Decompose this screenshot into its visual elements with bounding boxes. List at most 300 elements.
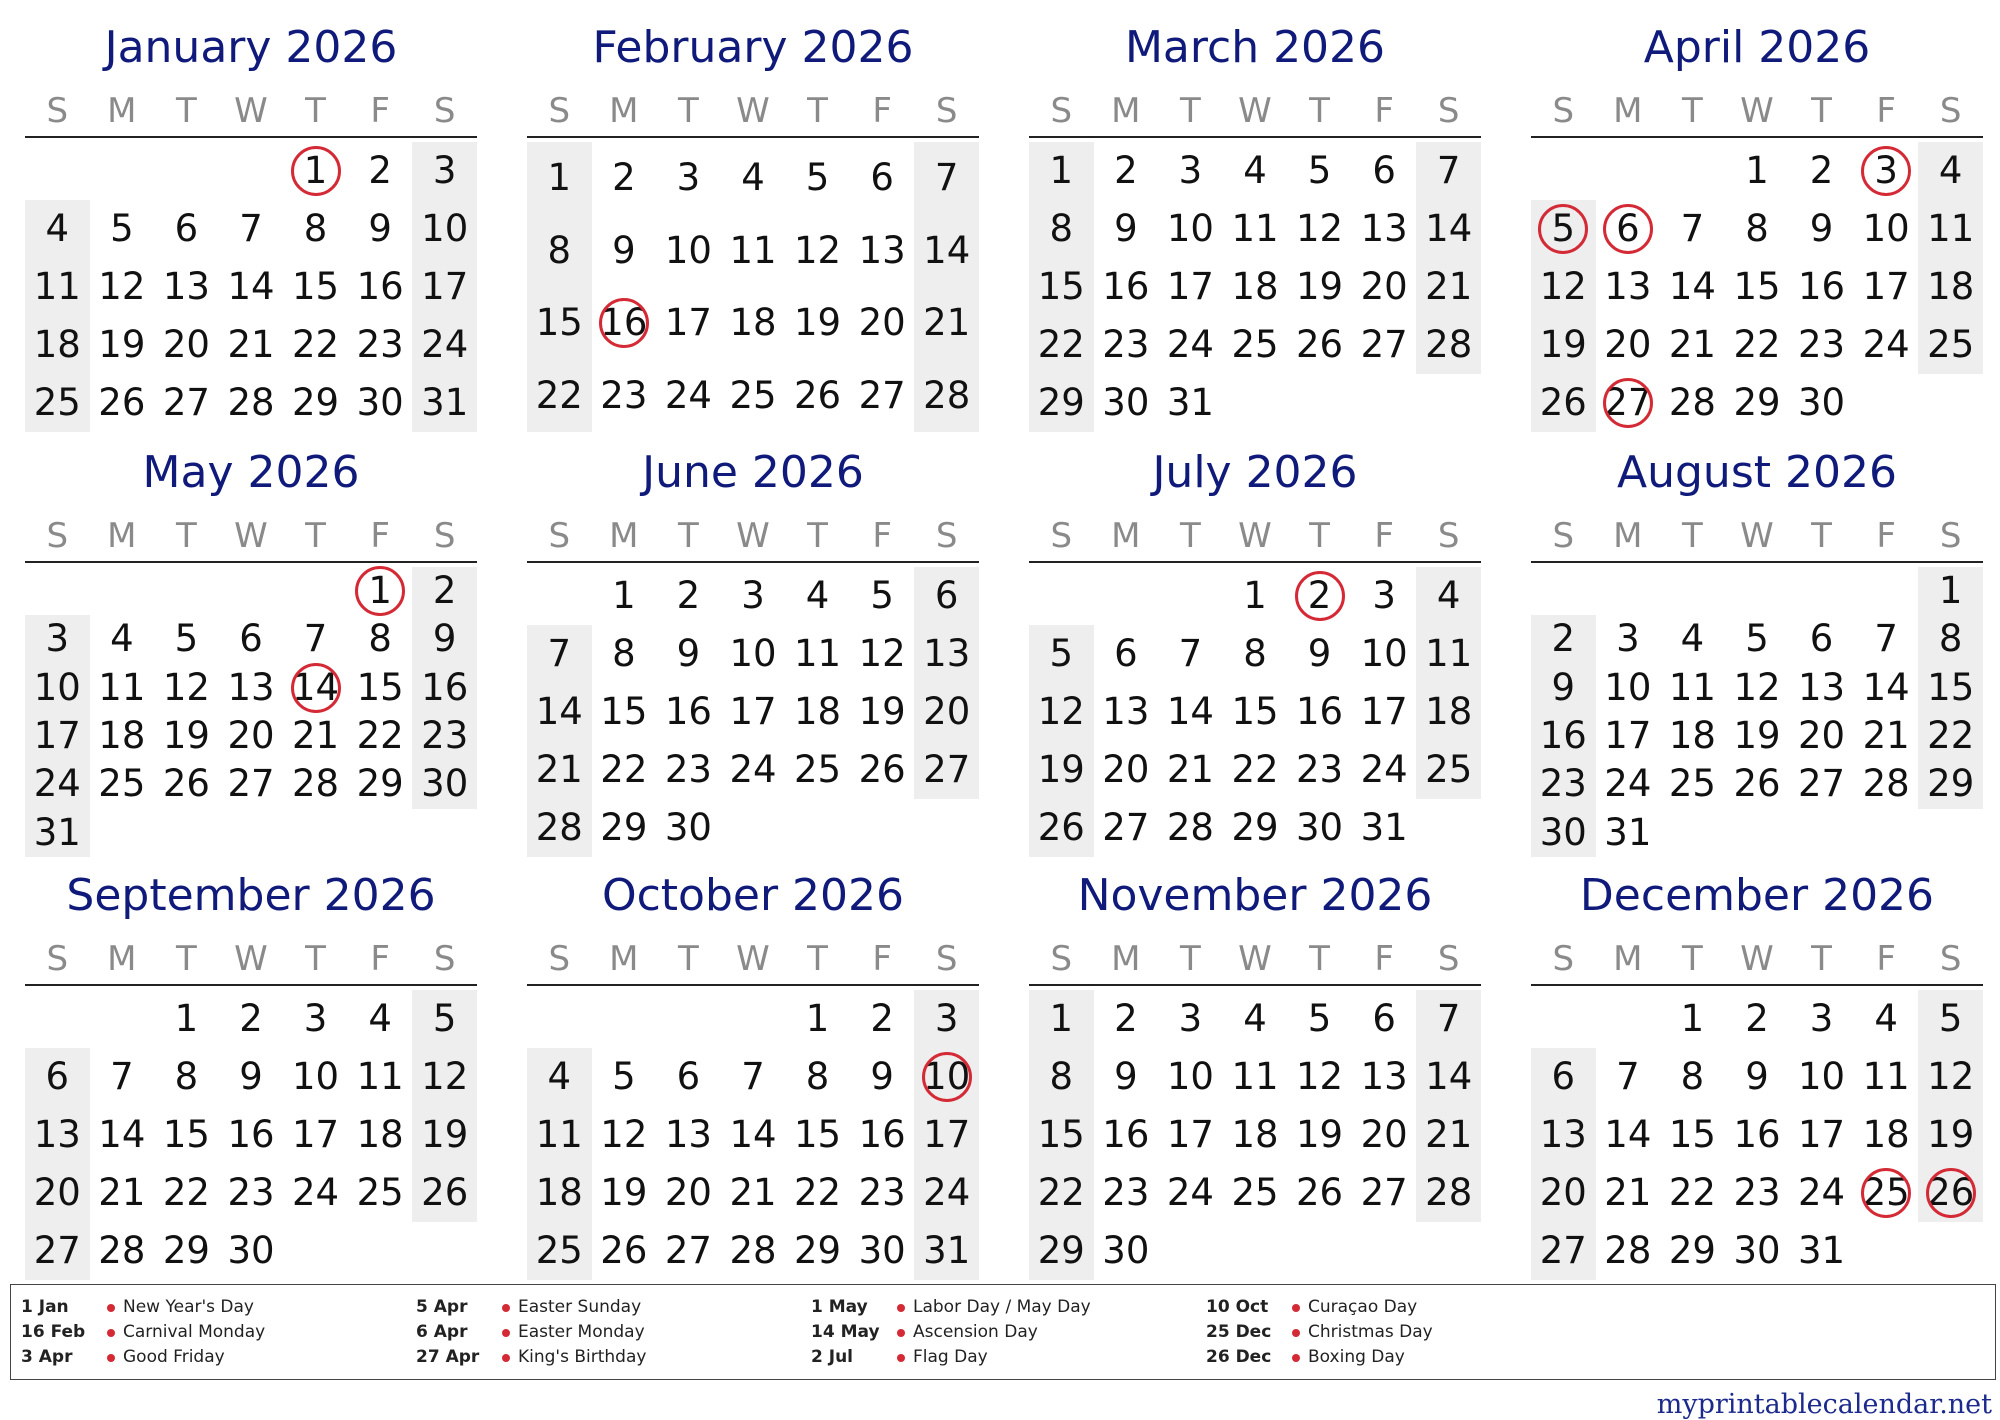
- day-number[interactable]: 8: [1745, 207, 1769, 250]
- day-number[interactable]: 25: [794, 748, 842, 791]
- day-number[interactable]: 24: [923, 1171, 971, 1214]
- day-number[interactable]: 19: [794, 301, 842, 344]
- day-number[interactable]: 11: [1231, 1055, 1279, 1098]
- day-number[interactable]: 21: [1862, 714, 1910, 757]
- day-number[interactable]: 22: [292, 323, 340, 366]
- day-number[interactable]: 1: [1745, 149, 1769, 192]
- day-number[interactable]: 8: [805, 1055, 830, 1098]
- day-number[interactable]: 5: [1551, 207, 1576, 250]
- day-number[interactable]: 12: [1733, 665, 1781, 709]
- day-number[interactable]: 17: [292, 1113, 340, 1156]
- day-number[interactable]: 14: [98, 1113, 146, 1156]
- day-number[interactable]: 7: [1874, 617, 1898, 661]
- day-number[interactable]: 16: [1798, 265, 1846, 308]
- day-number[interactable]: 26: [600, 1229, 648, 1272]
- day-number[interactable]: 30: [1539, 810, 1587, 854]
- day-number[interactable]: 13: [664, 1113, 712, 1156]
- day-number[interactable]: 13: [1360, 1055, 1408, 1098]
- day-number[interactable]: 10: [421, 207, 469, 250]
- day-number[interactable]: 4: [741, 156, 765, 199]
- day-number[interactable]: 14: [1862, 665, 1910, 709]
- day-number[interactable]: 22: [1668, 1171, 1716, 1214]
- day-number[interactable]: 30: [858, 1229, 906, 1272]
- day-number[interactable]: 29: [794, 1229, 842, 1272]
- day-number[interactable]: 17: [664, 301, 712, 344]
- day-number[interactable]: 23: [1539, 762, 1587, 806]
- day-number[interactable]: 7: [1178, 632, 1203, 675]
- day-number[interactable]: 12: [162, 665, 210, 709]
- day-number[interactable]: 17: [421, 265, 469, 308]
- day-number[interactable]: 31: [923, 1229, 971, 1272]
- day-number[interactable]: 24: [1360, 748, 1408, 791]
- day-number[interactable]: 8: [547, 228, 572, 272]
- day-number[interactable]: 29: [1037, 1229, 1085, 1272]
- day-number[interactable]: 14: [1604, 1113, 1652, 1156]
- day-number[interactable]: 25: [535, 1229, 583, 1272]
- day-number[interactable]: 17: [1798, 1113, 1846, 1156]
- day-number[interactable]: 24: [664, 373, 712, 417]
- day-number[interactable]: 11: [794, 632, 842, 675]
- day-number[interactable]: 9: [1114, 207, 1138, 250]
- day-number[interactable]: 1: [805, 997, 830, 1040]
- day-number[interactable]: 18: [356, 1113, 404, 1156]
- day-number[interactable]: 10: [1862, 207, 1910, 250]
- day-number[interactable]: 17: [1604, 714, 1652, 757]
- day-number[interactable]: 12: [98, 265, 146, 308]
- day-number[interactable]: 25: [1231, 1171, 1279, 1214]
- day-number[interactable]: 6: [1616, 207, 1640, 250]
- day-number[interactable]: 19: [1296, 1113, 1344, 1156]
- day-number[interactable]: 3: [676, 156, 701, 199]
- day-number[interactable]: 8: [1243, 632, 1267, 675]
- day-number[interactable]: 5: [805, 156, 830, 199]
- day-number[interactable]: 30: [1733, 1229, 1781, 1272]
- day-number[interactable]: 25: [1862, 1171, 1910, 1214]
- day-number[interactable]: 8: [368, 617, 392, 661]
- day-number[interactable]: 10: [1360, 632, 1408, 675]
- day-number[interactable]: 2: [676, 574, 701, 617]
- day-number[interactable]: 31: [1360, 806, 1408, 849]
- day-number[interactable]: 16: [1102, 1113, 1150, 1156]
- day-number[interactable]: 9: [612, 228, 636, 272]
- day-number[interactable]: 16: [227, 1113, 275, 1156]
- day-number[interactable]: 23: [1296, 748, 1344, 791]
- day-number[interactable]: 11: [535, 1113, 583, 1156]
- day-number[interactable]: 29: [1927, 762, 1975, 806]
- day-number[interactable]: 22: [356, 714, 404, 757]
- day-number[interactable]: 27: [858, 373, 906, 417]
- day-number[interactable]: 16: [421, 665, 469, 709]
- day-number[interactable]: 18: [794, 690, 842, 733]
- day-number[interactable]: 19: [858, 690, 906, 733]
- day-number[interactable]: 7: [741, 1055, 765, 1098]
- day-number[interactable]: 22: [1927, 714, 1975, 757]
- day-number[interactable]: 16: [858, 1113, 906, 1156]
- day-number[interactable]: 7: [1680, 207, 1705, 250]
- day-number[interactable]: 17: [729, 690, 777, 733]
- day-number[interactable]: 9: [676, 632, 701, 675]
- day-number[interactable]: 27: [1360, 323, 1408, 366]
- day-number[interactable]: 26: [1733, 762, 1781, 806]
- day-number[interactable]: 6: [1551, 1055, 1576, 1098]
- day-number[interactable]: 20: [1604, 323, 1652, 366]
- day-number[interactable]: 15: [1037, 265, 1085, 308]
- day-number[interactable]: 28: [98, 1229, 146, 1272]
- day-number[interactable]: 19: [1539, 323, 1587, 366]
- day-number[interactable]: 10: [923, 1055, 971, 1098]
- day-number[interactable]: 11: [1668, 665, 1716, 709]
- day-number[interactable]: 19: [1037, 748, 1085, 791]
- day-number[interactable]: 5: [1049, 632, 1074, 675]
- day-number[interactable]: 23: [1798, 323, 1846, 366]
- day-number[interactable]: 4: [368, 997, 392, 1040]
- day-number[interactable]: 6: [676, 1055, 701, 1098]
- day-number[interactable]: 30: [1296, 806, 1344, 849]
- day-number[interactable]: 28: [923, 373, 971, 417]
- day-number[interactable]: 1: [1049, 149, 1074, 192]
- day-number[interactable]: 26: [794, 373, 842, 417]
- day-number[interactable]: 4: [547, 1055, 572, 1098]
- day-number[interactable]: 15: [1231, 690, 1279, 733]
- day-number[interactable]: 11: [1862, 1055, 1910, 1098]
- day-number[interactable]: 25: [1668, 762, 1716, 806]
- day-number[interactable]: 18: [729, 301, 777, 344]
- day-number[interactable]: 19: [421, 1113, 469, 1156]
- day-number[interactable]: 27: [1360, 1171, 1408, 1214]
- day-number[interactable]: 24: [292, 1171, 340, 1214]
- day-number[interactable]: 11: [1231, 207, 1279, 250]
- day-number[interactable]: 14: [729, 1113, 777, 1156]
- day-number[interactable]: 7: [110, 1055, 134, 1098]
- day-number[interactable]: 3: [1809, 997, 1834, 1040]
- day-number[interactable]: 28: [1425, 1171, 1473, 1214]
- day-number[interactable]: 14: [292, 665, 340, 709]
- day-number[interactable]: 24: [1166, 1171, 1214, 1214]
- day-number[interactable]: 5: [1307, 997, 1332, 1040]
- day-number[interactable]: 30: [227, 1229, 275, 1272]
- day-number[interactable]: 11: [98, 665, 146, 709]
- day-number[interactable]: 24: [729, 748, 777, 791]
- day-number[interactable]: 14: [1425, 1055, 1473, 1098]
- day-number[interactable]: 20: [1360, 1113, 1408, 1156]
- day-number[interactable]: 9: [368, 207, 392, 250]
- day-number[interactable]: 24: [33, 762, 81, 806]
- day-number[interactable]: 1: [368, 569, 392, 612]
- day-number[interactable]: 22: [162, 1171, 210, 1214]
- day-number[interactable]: 14: [923, 228, 971, 272]
- day-number[interactable]: 3: [1178, 149, 1203, 192]
- day-number[interactable]: 17: [1166, 1113, 1214, 1156]
- day-number[interactable]: 23: [1102, 323, 1150, 366]
- day-number[interactable]: 13: [227, 665, 275, 709]
- day-number[interactable]: 3: [1616, 617, 1640, 661]
- day-number[interactable]: 8: [612, 632, 636, 675]
- day-number[interactable]: 7: [547, 632, 572, 675]
- day-number[interactable]: 5: [174, 617, 199, 661]
- day-number[interactable]: 16: [1102, 265, 1150, 308]
- day-number[interactable]: 13: [33, 1113, 81, 1156]
- day-number[interactable]: 11: [729, 228, 777, 272]
- day-number[interactable]: 15: [600, 690, 648, 733]
- day-number[interactable]: 2: [1114, 997, 1138, 1040]
- day-number[interactable]: 11: [356, 1055, 404, 1098]
- day-number[interactable]: 11: [33, 265, 81, 308]
- day-number[interactable]: 8: [1049, 1055, 1074, 1098]
- day-number[interactable]: 15: [1733, 265, 1781, 308]
- day-number[interactable]: 14: [1425, 207, 1473, 250]
- day-number[interactable]: 25: [1927, 323, 1975, 366]
- day-number[interactable]: 2: [612, 156, 636, 199]
- day-number[interactable]: 19: [162, 714, 210, 757]
- day-number[interactable]: 29: [1668, 1229, 1716, 1272]
- day-number[interactable]: 22: [1037, 323, 1085, 366]
- day-number[interactable]: 31: [1166, 381, 1214, 424]
- day-number[interactable]: 4: [110, 617, 134, 661]
- day-number[interactable]: 29: [356, 762, 404, 806]
- day-number[interactable]: 20: [1102, 748, 1150, 791]
- day-number[interactable]: 5: [432, 997, 457, 1040]
- day-number[interactable]: 22: [1231, 748, 1279, 791]
- day-number[interactable]: 20: [858, 301, 906, 344]
- day-number[interactable]: 21: [535, 748, 583, 791]
- day-number[interactable]: 2: [1745, 997, 1769, 1040]
- day-number[interactable]: 6: [239, 617, 263, 661]
- day-number[interactable]: 18: [1231, 265, 1279, 308]
- day-number[interactable]: 27: [1798, 762, 1846, 806]
- day-number[interactable]: 4: [1243, 149, 1267, 192]
- day-number[interactable]: 11: [1425, 632, 1473, 675]
- day-number[interactable]: 4: [805, 574, 830, 617]
- day-number[interactable]: 27: [1539, 1229, 1587, 1272]
- day-number[interactable]: 22: [535, 373, 583, 417]
- day-number[interactable]: 22: [600, 748, 648, 791]
- day-number[interactable]: 27: [1604, 381, 1652, 424]
- day-number[interactable]: 9: [239, 1055, 263, 1098]
- day-number[interactable]: 19: [1927, 1113, 1975, 1156]
- day-number[interactable]: 18: [1231, 1113, 1279, 1156]
- day-number[interactable]: 5: [1938, 997, 1963, 1040]
- day-number[interactable]: 1: [1243, 574, 1267, 617]
- day-number[interactable]: 18: [98, 714, 146, 757]
- day-number[interactable]: 9: [1745, 1055, 1769, 1098]
- day-number[interactable]: 30: [664, 806, 712, 849]
- day-number[interactable]: 25: [1231, 323, 1279, 366]
- day-number[interactable]: 10: [1166, 207, 1214, 250]
- day-number[interactable]: 25: [98, 762, 146, 806]
- day-number[interactable]: 9: [1307, 632, 1332, 675]
- day-number[interactable]: 13: [1604, 265, 1652, 308]
- day-number[interactable]: 7: [1616, 1055, 1640, 1098]
- day-number[interactable]: 28: [1604, 1229, 1652, 1272]
- day-number[interactable]: 26: [1037, 806, 1085, 849]
- day-number[interactable]: 2: [239, 997, 263, 1040]
- day-number[interactable]: 7: [1436, 997, 1461, 1040]
- day-number[interactable]: 2: [1307, 574, 1332, 617]
- day-number[interactable]: 13: [1539, 1113, 1587, 1156]
- day-number[interactable]: 10: [1604, 665, 1652, 709]
- day-number[interactable]: 8: [1049, 207, 1074, 250]
- day-number[interactable]: 20: [923, 690, 971, 733]
- day-number[interactable]: 10: [292, 1055, 340, 1098]
- day-number[interactable]: 10: [33, 665, 81, 709]
- day-number[interactable]: 9: [870, 1055, 894, 1098]
- day-number[interactable]: 6: [45, 1055, 70, 1098]
- day-number[interactable]: 6: [934, 574, 959, 617]
- day-number[interactable]: 16: [664, 690, 712, 733]
- day-number[interactable]: 7: [239, 207, 263, 250]
- day-number[interactable]: 12: [1539, 265, 1587, 308]
- day-number[interactable]: 16: [1539, 714, 1587, 757]
- day-number[interactable]: 4: [1436, 574, 1461, 617]
- day-number[interactable]: 14: [1166, 690, 1214, 733]
- day-number[interactable]: 1: [303, 149, 328, 192]
- day-number[interactable]: 22: [1733, 323, 1781, 366]
- day-number[interactable]: 27: [923, 748, 971, 791]
- day-number[interactable]: 21: [729, 1171, 777, 1214]
- day-number[interactable]: 14: [535, 690, 583, 733]
- day-number[interactable]: 20: [227, 714, 275, 757]
- day-number[interactable]: 9: [1114, 1055, 1138, 1098]
- day-number[interactable]: 15: [535, 301, 583, 344]
- day-number[interactable]: 27: [33, 1229, 81, 1272]
- day-number[interactable]: 1: [174, 997, 199, 1040]
- day-number[interactable]: 9: [432, 617, 457, 661]
- day-number[interactable]: 12: [858, 632, 906, 675]
- day-number[interactable]: 26: [1539, 381, 1587, 424]
- day-number[interactable]: 13: [1102, 690, 1150, 733]
- day-number[interactable]: 24: [1604, 762, 1652, 806]
- day-number[interactable]: 15: [1037, 1113, 1085, 1156]
- day-number[interactable]: 17: [33, 714, 81, 757]
- day-number[interactable]: 17: [1360, 690, 1408, 733]
- day-number[interactable]: 3: [741, 574, 765, 617]
- day-number[interactable]: 7: [1436, 149, 1461, 192]
- day-number[interactable]: 20: [162, 323, 210, 366]
- day-number[interactable]: 18: [1862, 1113, 1910, 1156]
- day-number[interactable]: 9: [1551, 665, 1576, 709]
- day-number[interactable]: 28: [729, 1229, 777, 1272]
- day-number[interactable]: 16: [600, 301, 648, 344]
- day-number[interactable]: 21: [1604, 1171, 1652, 1214]
- day-number[interactable]: 3: [303, 997, 328, 1040]
- day-number[interactable]: 13: [162, 265, 210, 308]
- day-number[interactable]: 12: [1037, 690, 1085, 733]
- day-number[interactable]: 4: [1938, 149, 1963, 192]
- day-number[interactable]: 10: [664, 228, 712, 272]
- day-number[interactable]: 5: [1307, 149, 1332, 192]
- day-number[interactable]: 30: [1102, 381, 1150, 424]
- day-number[interactable]: 22: [1037, 1171, 1085, 1214]
- day-number[interactable]: 29: [1733, 381, 1781, 424]
- day-number[interactable]: 24: [1166, 323, 1214, 366]
- day-number[interactable]: 23: [1102, 1171, 1150, 1214]
- day-number[interactable]: 15: [162, 1113, 210, 1156]
- day-number[interactable]: 29: [1037, 381, 1085, 424]
- day-number[interactable]: 12: [1296, 1055, 1344, 1098]
- day-number[interactable]: 5: [110, 207, 134, 250]
- day-number[interactable]: 30: [356, 381, 404, 424]
- day-number[interactable]: 20: [1798, 714, 1846, 757]
- day-number[interactable]: 9: [1809, 207, 1834, 250]
- day-number[interactable]: 29: [600, 806, 648, 849]
- day-number[interactable]: 15: [794, 1113, 842, 1156]
- day-number[interactable]: 23: [858, 1171, 906, 1214]
- day-number[interactable]: 16: [1296, 690, 1344, 733]
- day-number[interactable]: 6: [1372, 149, 1396, 192]
- day-number[interactable]: 26: [421, 1171, 469, 1214]
- day-number[interactable]: 26: [858, 748, 906, 791]
- day-number[interactable]: 4: [1680, 617, 1705, 661]
- day-number[interactable]: 8: [1680, 1055, 1705, 1098]
- day-number[interactable]: 13: [858, 228, 906, 272]
- day-number[interactable]: 31: [1798, 1229, 1846, 1272]
- day-number[interactable]: 12: [421, 1055, 469, 1098]
- day-number[interactable]: 28: [1166, 806, 1214, 849]
- day-number[interactable]: 18: [33, 323, 81, 366]
- day-number[interactable]: 4: [1874, 997, 1898, 1040]
- day-number[interactable]: 29: [162, 1229, 210, 1272]
- day-number[interactable]: 23: [664, 748, 712, 791]
- day-number[interactable]: 25: [1425, 748, 1473, 791]
- day-number[interactable]: 1: [1680, 997, 1705, 1040]
- day-number[interactable]: 15: [1927, 665, 1975, 709]
- day-number[interactable]: 14: [227, 265, 275, 308]
- day-number[interactable]: 28: [1862, 762, 1910, 806]
- day-number[interactable]: 24: [421, 323, 469, 366]
- day-number[interactable]: 23: [356, 323, 404, 366]
- site-watermark[interactable]: myprintablecalendar.net: [1656, 1389, 1992, 1420]
- day-number[interactable]: 21: [1425, 1113, 1473, 1156]
- day-number[interactable]: 5: [870, 574, 894, 617]
- day-number[interactable]: 26: [162, 762, 210, 806]
- day-number[interactable]: 8: [1938, 617, 1963, 661]
- day-number[interactable]: 6: [870, 156, 894, 199]
- day-number[interactable]: 8: [303, 207, 328, 250]
- day-number[interactable]: 4: [45, 207, 70, 250]
- day-number[interactable]: 20: [1360, 265, 1408, 308]
- day-number[interactable]: 6: [174, 207, 199, 250]
- day-number[interactable]: 1: [1938, 569, 1963, 612]
- day-number[interactable]: 21: [1166, 748, 1214, 791]
- day-number[interactable]: 12: [1927, 1055, 1975, 1098]
- day-number[interactable]: 19: [98, 323, 146, 366]
- day-number[interactable]: 28: [227, 381, 275, 424]
- day-number[interactable]: 2: [870, 997, 894, 1040]
- day-number[interactable]: 31: [421, 381, 469, 424]
- day-number[interactable]: 24: [1862, 323, 1910, 366]
- day-number[interactable]: 14: [1668, 265, 1716, 308]
- day-number[interactable]: 21: [227, 323, 275, 366]
- day-number[interactable]: 2: [1551, 617, 1576, 661]
- day-number[interactable]: 19: [600, 1171, 648, 1214]
- day-number[interactable]: 1: [612, 574, 636, 617]
- day-number[interactable]: 28: [1425, 323, 1473, 366]
- day-number[interactable]: 23: [227, 1171, 275, 1214]
- day-number[interactable]: 21: [923, 301, 971, 344]
- day-number[interactable]: 25: [729, 373, 777, 417]
- day-number[interactable]: 21: [1425, 265, 1473, 308]
- day-number[interactable]: 3: [1874, 149, 1898, 192]
- day-number[interactable]: 23: [600, 373, 648, 417]
- day-number[interactable]: 15: [356, 665, 404, 709]
- day-number[interactable]: 6: [1372, 997, 1396, 1040]
- day-number[interactable]: 21: [292, 714, 340, 757]
- day-number[interactable]: 27: [664, 1229, 712, 1272]
- day-number[interactable]: 23: [1733, 1171, 1781, 1214]
- day-number[interactable]: 30: [421, 762, 469, 806]
- day-number[interactable]: 30: [1102, 1229, 1150, 1272]
- day-number[interactable]: 25: [356, 1171, 404, 1214]
